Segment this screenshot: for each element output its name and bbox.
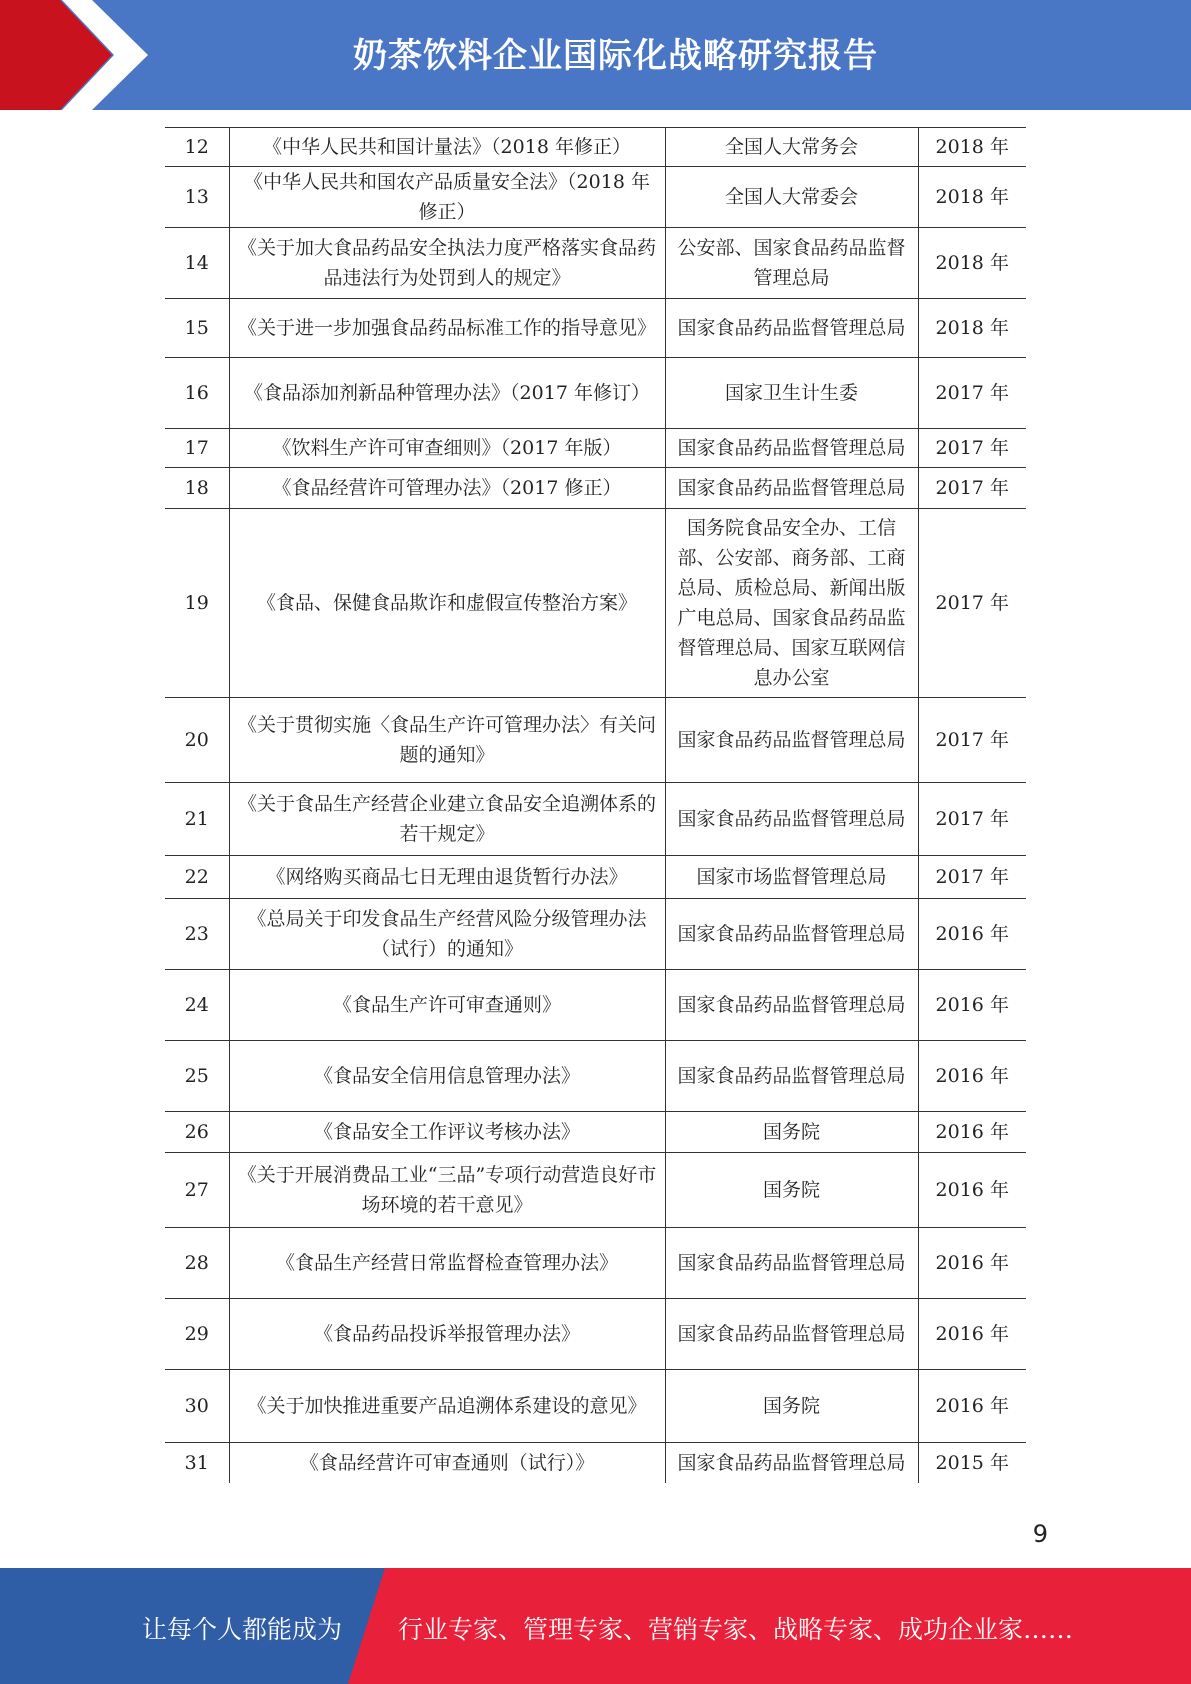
regulation-name: 《网络购买商品七日无理由退货暂行办法》 bbox=[229, 856, 665, 899]
table-row bbox=[165, 228, 1026, 299]
row-number: 30 bbox=[165, 1370, 229, 1443]
regulation-name: 《食品生产经营日常监督检查管理办法》 bbox=[229, 1228, 665, 1299]
table-row bbox=[165, 1153, 1026, 1228]
regulation-name: 《食品药品投诉举报管理办法》 bbox=[229, 1299, 665, 1370]
table-row bbox=[165, 429, 1026, 468]
row-number: 28 bbox=[165, 1228, 229, 1299]
regulation-name: 《食品经营许可管理办法》（2017 修正） bbox=[229, 468, 665, 509]
issuing-authority: 国家食品药品监督管理总局 bbox=[665, 1443, 918, 1484]
issue-year: 2016 年 bbox=[918, 1299, 1026, 1370]
issue-year: 2017 年 bbox=[918, 468, 1026, 509]
table-row bbox=[165, 899, 1026, 970]
issue-year: 2018 年 bbox=[918, 167, 1026, 228]
table-row bbox=[165, 1041, 1026, 1112]
row-number: 18 bbox=[165, 468, 229, 509]
regulation-name: 《食品安全信用信息管理办法》 bbox=[229, 1041, 665, 1112]
regulations-table-body bbox=[165, 128, 1026, 1484]
table-row bbox=[165, 783, 1026, 856]
row-number: 21 bbox=[165, 783, 229, 856]
table-row bbox=[165, 1112, 1026, 1153]
issue-year: 2015 年 bbox=[918, 1443, 1026, 1484]
issuing-authority: 全国人大常委会 bbox=[665, 167, 918, 228]
row-number: 12 bbox=[165, 128, 229, 167]
regulation-name: 《关于贯彻实施〈食品生产许可管理办法〉有关问题的通知》 bbox=[229, 698, 665, 783]
regulation-name: 《中华人民共和国计量法》（2018 年修正） bbox=[229, 128, 665, 167]
regulation-name: 《关于加快推进重要产品追溯体系建设的意见》 bbox=[229, 1370, 665, 1443]
issuing-authority: 国家食品药品监督管理总局 bbox=[665, 1041, 918, 1112]
issuing-authority: 国家食品药品监督管理总局 bbox=[665, 299, 918, 358]
issuing-authority: 国务院 bbox=[665, 1370, 918, 1443]
issuing-authority: 国家食品药品监督管理总局 bbox=[665, 783, 918, 856]
regulation-name: 《关于食品生产经营企业建立食品安全追溯体系的若干规定》 bbox=[229, 783, 665, 856]
issuing-authority: 公安部、国家食品药品监督管理总局 bbox=[665, 228, 918, 299]
table-row bbox=[165, 468, 1026, 509]
regulation-name: 《饮料生产许可审查细则》（2017 年版） bbox=[229, 429, 665, 468]
regulation-name: 《食品添加剂新品种管理办法》（2017 年修订） bbox=[229, 358, 665, 429]
issue-year: 2017 年 bbox=[918, 856, 1026, 899]
table-row bbox=[165, 698, 1026, 783]
row-number: 22 bbox=[165, 856, 229, 899]
row-number: 29 bbox=[165, 1299, 229, 1370]
regulation-name: 《食品安全工作评议考核办法》 bbox=[229, 1112, 665, 1153]
table-row bbox=[165, 1443, 1026, 1484]
row-number: 31 bbox=[165, 1443, 229, 1484]
regulation-name: 《中华人民共和国农产品质量安全法》（2018 年修正） bbox=[229, 167, 665, 228]
row-number: 16 bbox=[165, 358, 229, 429]
table-row bbox=[165, 167, 1026, 228]
regulation-name: 《关于加大食品药品安全执法力度严格落实食品药品违法行为处罚到人的规定》 bbox=[229, 228, 665, 299]
regulation-name: 《关于开展消费品工业“三品”专项行动营造良好市场环境的若干意见》 bbox=[229, 1153, 665, 1228]
table-row bbox=[165, 358, 1026, 429]
table-row bbox=[165, 970, 1026, 1041]
row-number: 23 bbox=[165, 899, 229, 970]
issuing-authority: 国家食品药品监督管理总局 bbox=[665, 468, 918, 509]
issue-year: 2016 年 bbox=[918, 970, 1026, 1041]
issue-year: 2017 年 bbox=[918, 429, 1026, 468]
issuing-authority: 国家食品药品监督管理总局 bbox=[665, 899, 918, 970]
report-title: 奶茶饮料企业国际化战略研究报告 bbox=[353, 36, 878, 76]
row-number: 15 bbox=[165, 299, 229, 358]
row-number: 27 bbox=[165, 1153, 229, 1228]
issuing-authority: 国家食品药品监督管理总局 bbox=[665, 429, 918, 468]
row-number: 24 bbox=[165, 970, 229, 1041]
row-number: 19 bbox=[165, 509, 229, 698]
issue-year: 2018 年 bbox=[918, 128, 1026, 167]
regulations-table bbox=[165, 127, 1026, 1483]
table-row bbox=[165, 1299, 1026, 1370]
issue-year: 2016 年 bbox=[918, 1112, 1026, 1153]
table-row bbox=[165, 299, 1026, 358]
table-row bbox=[165, 856, 1026, 899]
issuing-authority: 国家食品药品监督管理总局 bbox=[665, 970, 918, 1041]
issue-year: 2016 年 bbox=[918, 1041, 1026, 1112]
issue-year: 2017 年 bbox=[918, 358, 1026, 429]
issue-year: 2018 年 bbox=[918, 228, 1026, 299]
issuing-authority: 国家食品药品监督管理总局 bbox=[665, 1299, 918, 1370]
row-number: 25 bbox=[165, 1041, 229, 1112]
footer-slogan-right: 行业专家、管理专家、营销专家、战略专家、成功企业家…… bbox=[398, 1615, 1074, 1644]
page-header bbox=[0, 0, 1191, 110]
issuing-authority: 国家卫生计生委 bbox=[665, 358, 918, 429]
issuing-authority: 国务院 bbox=[665, 1112, 918, 1153]
row-number: 17 bbox=[165, 429, 229, 468]
issuing-authority: 国务院 bbox=[665, 1153, 918, 1228]
page-number: 9 bbox=[1032, 1520, 1048, 1548]
issue-year: 2016 年 bbox=[918, 1370, 1026, 1443]
regulation-name: 《食品、保健食品欺诈和虚假宣传整治方案》 bbox=[229, 509, 665, 698]
issuing-authority: 全国人大常务会 bbox=[665, 128, 918, 167]
issue-year: 2017 年 bbox=[918, 698, 1026, 783]
regulation-name: 《总局关于印发食品生产经营风险分级管理办法（试行）的通知》 bbox=[229, 899, 665, 970]
row-number: 13 bbox=[165, 167, 229, 228]
table-row bbox=[165, 1370, 1026, 1443]
page-footer bbox=[0, 1568, 1191, 1684]
issuing-authority: 国家食品药品监督管理总局 bbox=[665, 1228, 918, 1299]
footer-slogan-left: 让每个人都能成为 bbox=[142, 1615, 343, 1644]
issue-year: 2017 年 bbox=[918, 509, 1026, 698]
row-number: 20 bbox=[165, 698, 229, 783]
issuing-authority: 国家食品药品监督管理总局 bbox=[665, 698, 918, 783]
issue-year: 2016 年 bbox=[918, 1228, 1026, 1299]
issuing-authority: 国家市场监督管理总局 bbox=[665, 856, 918, 899]
issue-year: 2016 年 bbox=[918, 899, 1026, 970]
table-row bbox=[165, 128, 1026, 167]
issuing-authority: 国务院食品安全办、工信部、公安部、商务部、工商总局、质检总局、新闻出版广电总局、国家食品药品监督管理总局、国家互联网信息办公室 bbox=[665, 509, 918, 698]
row-number: 14 bbox=[165, 228, 229, 299]
row-number: 26 bbox=[165, 1112, 229, 1153]
table-row bbox=[165, 509, 1026, 698]
table-row bbox=[165, 1228, 1026, 1299]
regulation-name: 《关于进一步加强食品药品标准工作的指导意见》 bbox=[229, 299, 665, 358]
issue-year: 2017 年 bbox=[918, 783, 1026, 856]
issue-year: 2016 年 bbox=[918, 1153, 1026, 1228]
regulation-name: 《食品生产许可审查通则》 bbox=[229, 970, 665, 1041]
issue-year: 2018 年 bbox=[918, 299, 1026, 358]
regulation-name: 《食品经营许可审查通则（试行）》 bbox=[229, 1443, 665, 1484]
